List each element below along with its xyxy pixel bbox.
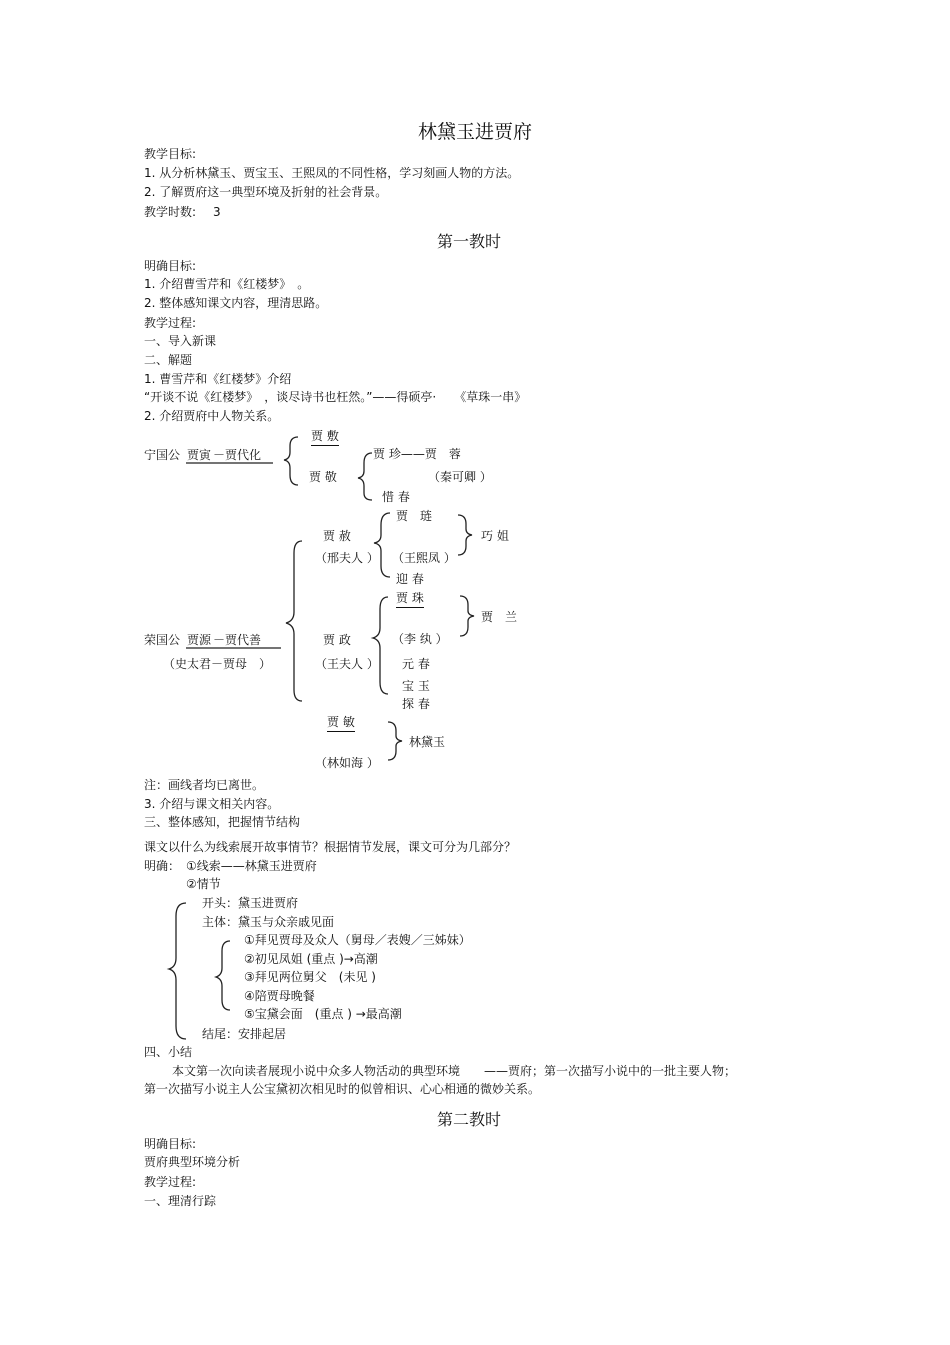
plot-label: ②情节 — [186, 877, 221, 891]
note: 注：画线者均已离世。 — [144, 778, 265, 792]
jia-jing: 贾 敬 — [309, 470, 337, 484]
lin-daiyu: 林黛玉 — [409, 735, 446, 749]
step-4: 四、小结 — [144, 1045, 193, 1059]
hours-value: 3 — [213, 205, 221, 219]
plot-start: 开头：黛玉进贾府 — [202, 896, 299, 910]
brace-rongguo — [286, 541, 302, 701]
jia-lan: 贾 兰 — [481, 610, 518, 624]
lesson2-goal-label: 明确目标: — [144, 1137, 197, 1151]
lesson1-intro-1: 1. 曹雪芹和《红楼梦》介绍 — [144, 372, 292, 386]
jia-daihua: 贾代化 — [225, 448, 262, 462]
lesson2-step-1: 一、理清行踪 — [144, 1194, 217, 1208]
jia-fu: 贾 敷 — [311, 429, 339, 446]
lesson1-step-1: 一、导入新课 — [144, 334, 217, 348]
answer-label: 明确： — [144, 859, 181, 873]
jia-zhen: 贾 珍——贾 蓉 — [373, 447, 461, 461]
question: 课文以什么为线索展开故事情节？根据情节发展，课文可分为几部分？ — [144, 840, 517, 854]
hours-label: 教学时数: — [144, 205, 197, 219]
lin-ruhai: （林如海 ） — [315, 756, 379, 770]
goals-label: 教学目标: — [144, 147, 197, 161]
lesson2-process-label: 教学过程: — [144, 1175, 197, 1189]
lesson2-heading: 第二教时 — [437, 1110, 502, 1129]
plot-body-5: ⑤宝黛会面 (重点 ) →最高潮 — [244, 1007, 402, 1021]
brace-lin-daiyu — [388, 722, 402, 760]
xichun: 惜 春 — [382, 490, 410, 504]
lesson1-quote: “开谈不说《红楼梦》 ，谈尽诗书也枉然。”——得硕亭· 《草珠一串》 — [144, 390, 527, 404]
intro-3: 3. 介绍与课文相关内容。 — [144, 797, 280, 811]
tanchun: 探 春 — [402, 697, 430, 711]
jia-yan: 贾寅 — [187, 448, 212, 462]
jia-daishan: 贾代善 — [225, 633, 262, 647]
lesson1-goal-label: 明确目标: — [144, 259, 197, 273]
jia-zheng: 贾 政 — [323, 633, 351, 647]
plot-body-2: ②初见凤姐 (重点 )→高潮 — [244, 952, 378, 966]
jia-yuan: 贾源 — [187, 633, 212, 647]
brace-plot — [169, 903, 186, 1039]
qiaojie: 巧 姐 — [481, 529, 509, 543]
qin-keqing: （秦可卿 ） — [428, 470, 492, 484]
brace-plot-body — [216, 941, 230, 1010]
lesson2-goal: 贾府典型环境分析 — [144, 1155, 241, 1169]
plot-end: 结尾：安排起居 — [202, 1027, 287, 1041]
wang-xifeng: （王熙凤 ） — [392, 551, 456, 565]
plot-body: 主体：黛玉与众亲戚见面 — [202, 915, 335, 929]
summary-line-1: 本文第一次向读者展现小说中众多人物活动的典型环境 ——贾府；第一次描写小说中的一批主要人物； — [172, 1064, 737, 1078]
plot-body-3: ③拜见两位舅父 (未见 ) — [244, 970, 376, 984]
clue: ①线索——林黛玉进贾府 — [186, 859, 317, 873]
wang-furen: （王夫人 ） — [315, 657, 379, 671]
tree-dash-1: － — [213, 448, 226, 462]
rongguo-gong: 荣国公 — [144, 633, 181, 647]
yingchun: 迎 春 — [396, 572, 424, 586]
brace-ningguo — [284, 437, 298, 485]
step-3: 三、整体感知，把握情节结构 — [144, 815, 301, 829]
tree-dash-2: － — [213, 633, 226, 647]
lesson1-intro-2: 2. 介绍贾府中人物关系。 — [144, 409, 280, 423]
lesson1-step-2: 二、解题 — [144, 353, 193, 367]
summary-line-2: 第一次描写小说主人公宝黛初次相见时的似曾相识、心心相通的微妙关系。 — [144, 1082, 541, 1096]
shi-taijun: （史太君－贾母 ） — [163, 657, 272, 671]
jia-lian: 贾 琏 — [396, 509, 433, 523]
brace-qiaojie — [458, 515, 472, 555]
jia-min: 贾 敏 — [327, 715, 355, 732]
xing-furen: （邢夫人 ） — [315, 551, 379, 565]
brace-jia-she — [374, 513, 390, 577]
jia-zhu: 贾 珠 — [396, 591, 424, 608]
brace-jia-zheng — [373, 597, 388, 694]
lesson1-goal-1: 1. 介绍曹雪芹和《红楼梦》 。 — [144, 277, 310, 291]
ningguo-gong: 宁国公 — [144, 448, 181, 462]
plot-body-1: ①拜见贾母及众人（舅母／表嫂／三姊妹） — [244, 933, 471, 947]
goal-item-1: 1. 从分析林黛玉、贾宝玉、王熙凤的不同性格，学习刻画人物的方法。 — [144, 166, 520, 180]
brace-jia-lan — [460, 596, 474, 636]
goal-item-2: 2. 了解贾府这一典型环境及折射的社会背景。 — [144, 185, 388, 199]
brace-jia-jing — [358, 453, 372, 500]
li-wan: （李 纨 ） — [392, 632, 448, 646]
document-title: 林黛玉进贾府 — [418, 121, 533, 143]
baoyu: 宝 玉 — [402, 679, 430, 693]
jia-she: 贾 赦 — [323, 529, 351, 543]
lesson1-process-label: 教学过程: — [144, 316, 197, 330]
plot-body-4: ④陪贾母晚餐 — [244, 989, 315, 1003]
lesson1-heading: 第一教时 — [437, 232, 502, 251]
yuanchun: 元 春 — [402, 657, 430, 671]
lesson1-goal-2: 2. 整体感知课文内容，理清思路。 — [144, 296, 328, 310]
